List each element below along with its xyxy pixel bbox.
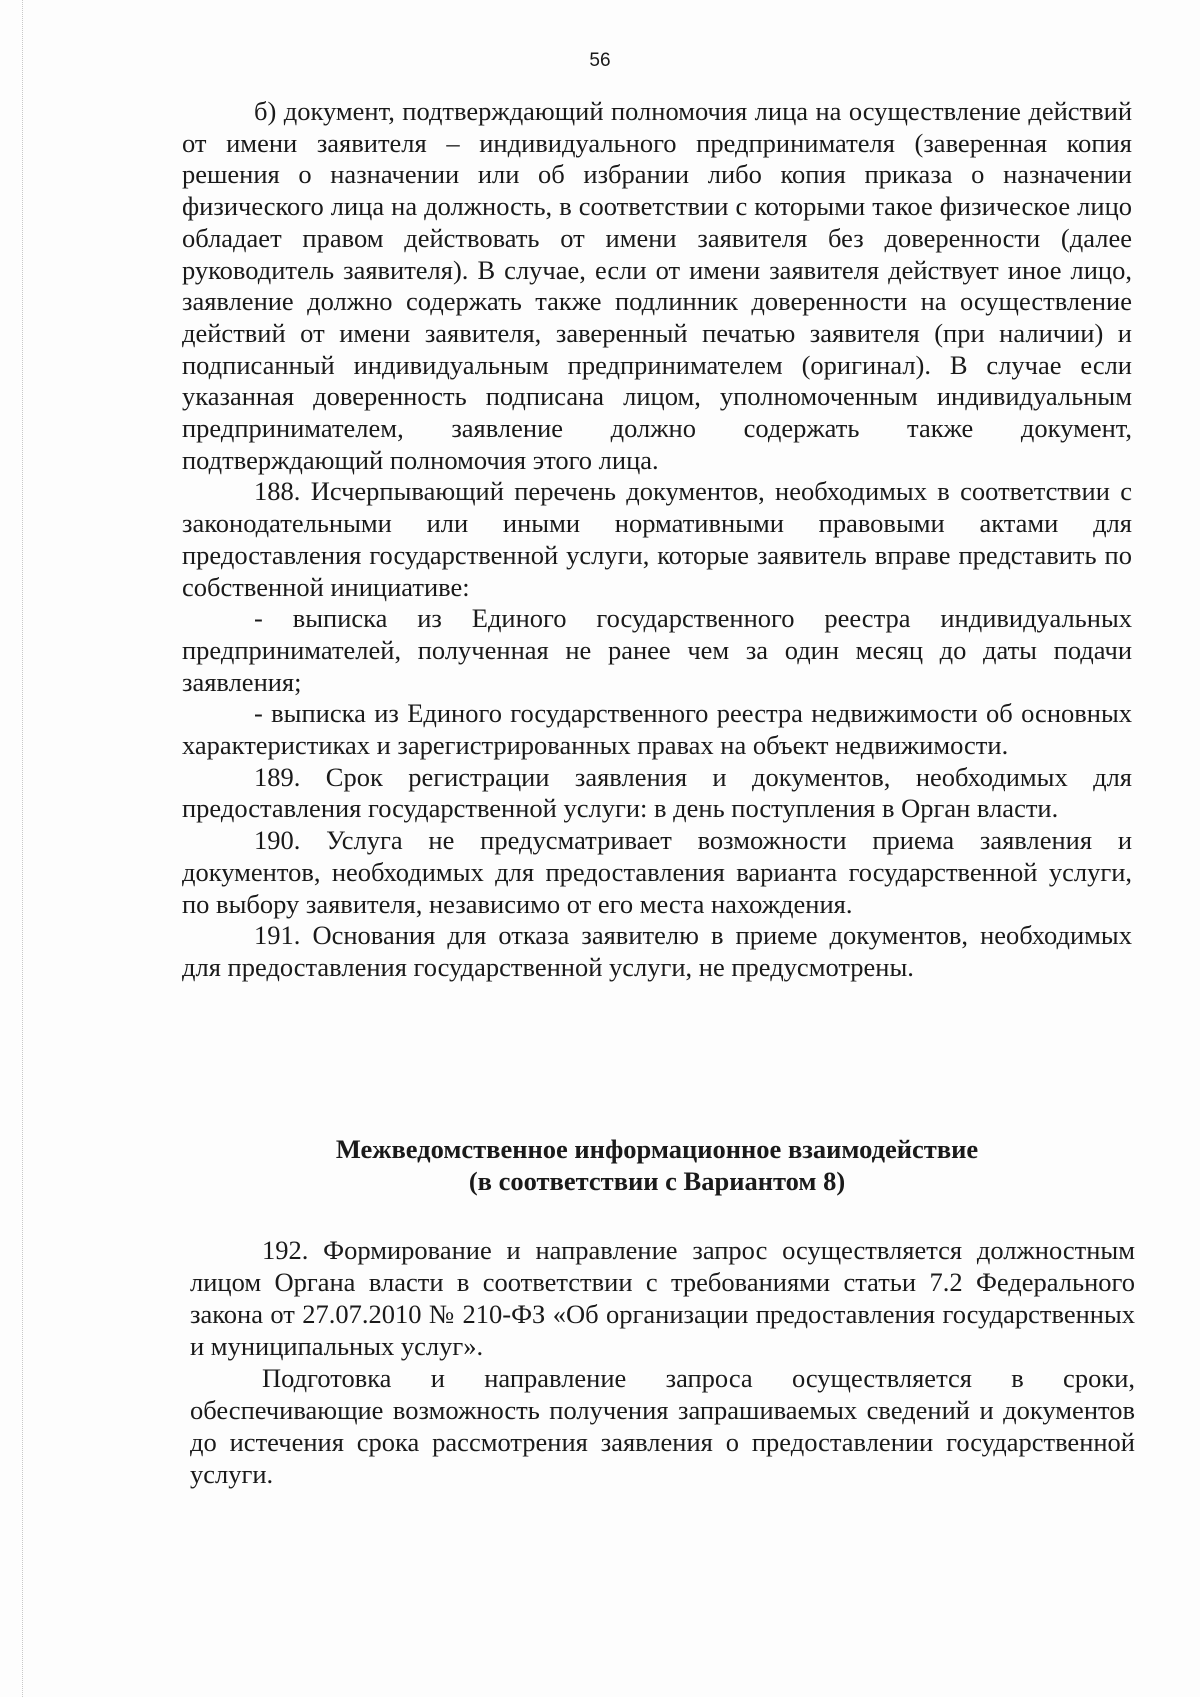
paragraph-191: 191. Основания для отказа заявителю в приеме документов, необходимых для предоставления государственной услуги, не предусмотрены. [182, 920, 1132, 982]
section-heading-line2: (в соответствии с Вариантом 8) [468, 1166, 846, 1196]
document-body-top [182, 96, 1132, 984]
document-body-bottom [190, 1234, 1135, 1490]
paragraph-extract-egrn: - выписка из Единого государственного реестра недвижимости об основных характеристиках и зарегистрированных правах на объект недвижимости. [182, 698, 1132, 761]
section-heading-line1: Межведомственное информационное взаимодействие [335, 1134, 979, 1164]
paragraph-190: 190. Услуга не предусматривает возможности приема заявления и документов, необходимых для предоставления варианта государственной услуги, по выбору заявителя, независимо от его места нахождения. [182, 825, 1132, 919]
paragraph-189: 189. Срок регистрации заявления и документов, необходимых для предоставления государственной услуги: в день поступления в Орган власти. [182, 761, 1132, 824]
page-number: 56 [589, 50, 611, 71]
scan-edge-line [22, 0, 24, 1697]
section-heading [182, 1133, 1132, 1197]
paragraph-authority-document: б) документ, подтверждающий полномочия лица на осуществление действий от имени заявителя – индивидуального предпринимателя (заверенная копия решения о назначении или об избрании либо копия приказа о назначении физического лица на должность, в соответствии с которыми такое физическое лицо обладает правом действовать от имени заявителя без доверенности (далее руководитель заявителя). В случае, если от имени заявителя действует иное лицо, заявление должно содержать также подлинник доверенности на осуществление действий от имени заявителя, заверенный печатью заявителя (при наличии) и подписанный индивидуальным предпринимателем (оригинал). В случае если указанная доверенность подписана лицом, уполномоченным индивидуальным предпринимателем, заявление должно содержать также документ, подтверждающий полномочия этого лица. [182, 96, 1132, 475]
paragraph-extract-egrip: - выписка из Единого государственного реестра индивидуальных предпринимателей, полученная не ранее чем за один месяц до даты подачи заявления; [182, 603, 1132, 697]
paragraph-request-timing: Подготовка и направление запроса осуществляется в сроки, обеспечивающие возможность получения запрашиваемых сведений и документов до истечения срока рассмотрения заявления о предоставлении государственной услуги. [190, 1363, 1135, 1489]
paragraph-188: 188. Исчерпывающий перечень документов, необходимых в соответствии с законодательными или иными нормативными правовыми актами для предоставления государственной услуги, которые заявитель вправе представить по собственной инициативе: [182, 476, 1132, 602]
paragraph-192: 192. Формирование и направление запрос осуществляется должностным лицом Органа власти в соответствии с требованиями статьи 7.2 Федерального закона от 27.07.2010 № 210-ФЗ «Об организации предоставления государственных и муниципальных услуг». [190, 1235, 1135, 1361]
